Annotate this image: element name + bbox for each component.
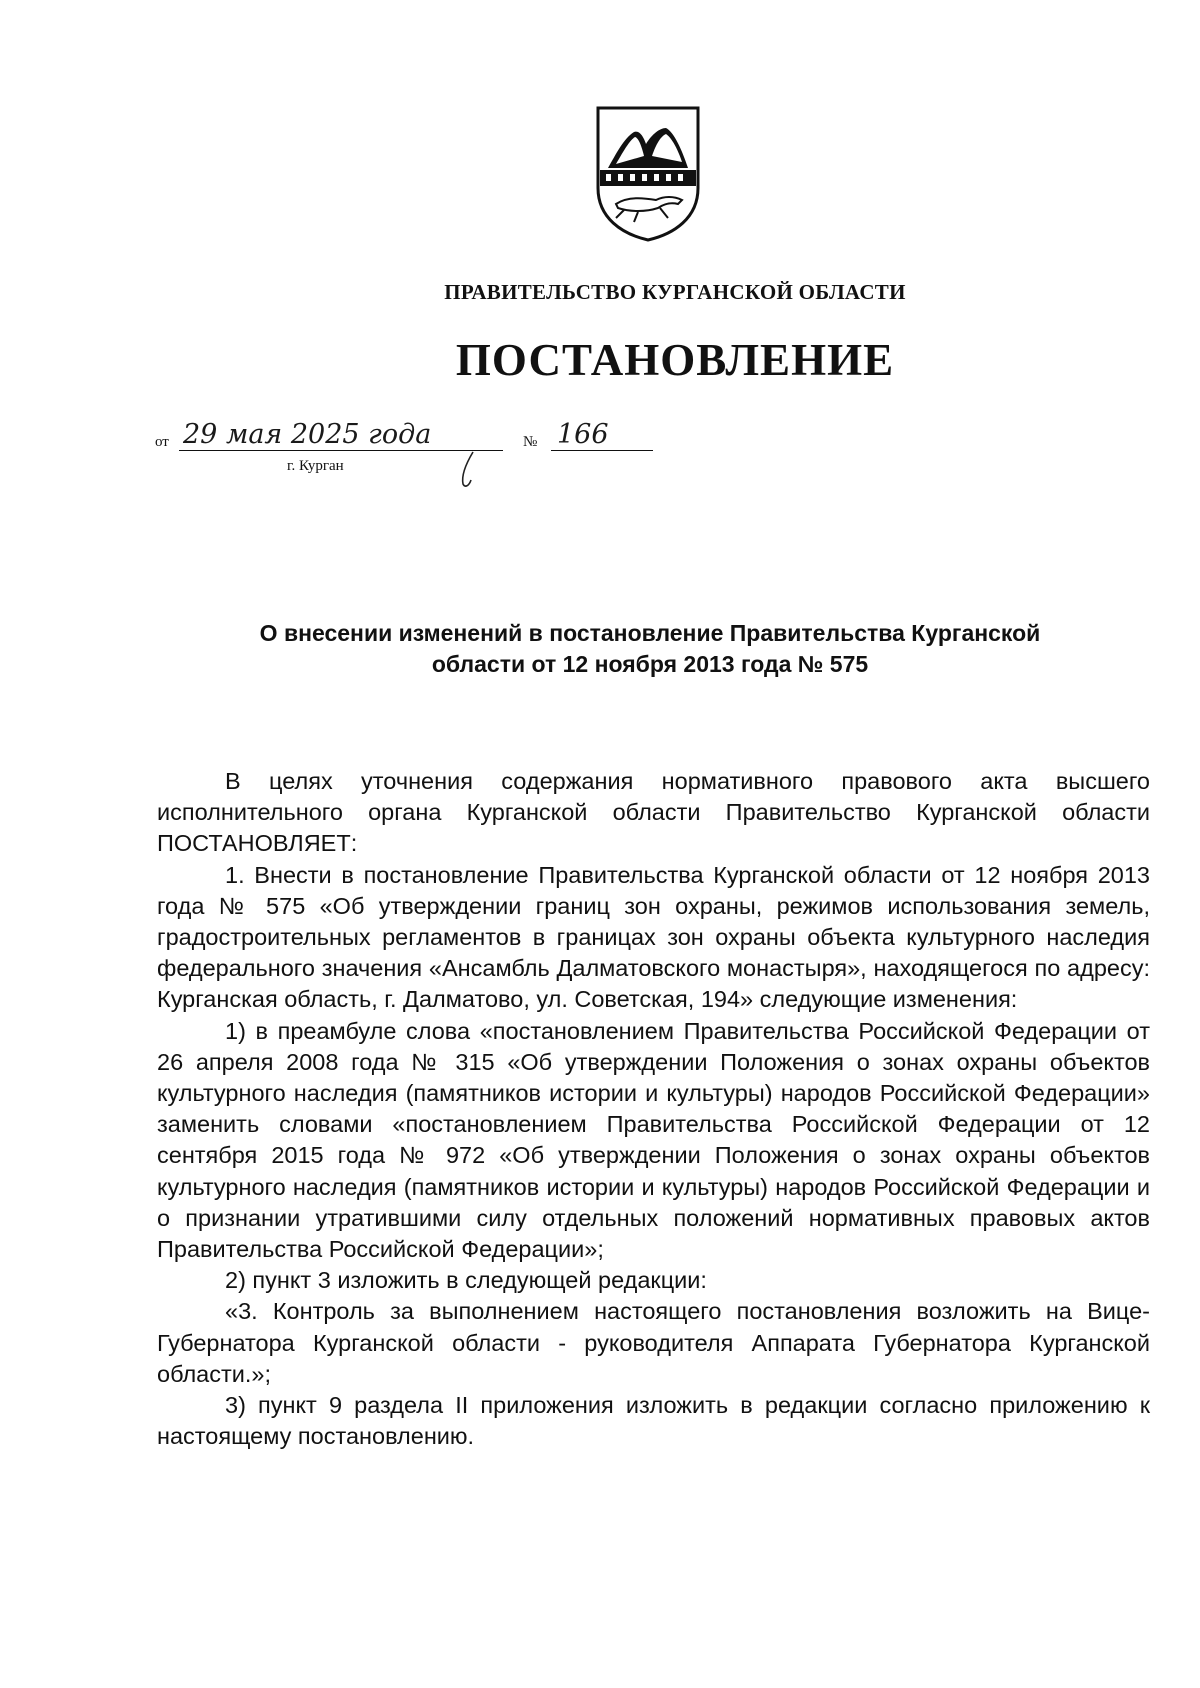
handwritten-number: 166 — [551, 420, 653, 451]
item-1-2-text-paragraph: «3. Контроль за выполнением настоящего постановления возложить на Вице-Губернатора Курганской области - руководителя Аппарата Губернатора Курганской области.»; — [157, 1298, 1150, 1387]
preamble-paragraph: В целях уточнения содержания нормативного правового акта высшего исполнительного органа Курганской области Правительство Курганской области ПОСТАНОВЛЯЕТ: — [157, 768, 1150, 857]
from-label: от — [155, 434, 169, 450]
number-label: № — [523, 434, 538, 450]
document-subject — [200, 618, 1100, 680]
city-label: г. Курган — [287, 458, 344, 474]
organization-name: ПРАВИТЕЛЬСТВО КУРГАНСКОЙ ОБЛАСТИ — [444, 280, 906, 304]
coat-of-arms-icon — [594, 104, 702, 242]
subject-line-2: области от 12 ноября 2013 года № 575 — [431, 651, 869, 677]
item-1-paragraph: 1. Внести в постановление Правительства Курганской области от 12 ноября 2013 года № 575 «Об утверждении границ зон охраны, режимов использования земель, градостроительных регламентов в границах зон охраны объекта культурного наследия федерального значения «Ансамбль Далматовского монастыря», находящегося по адресу: Курганская область, г. Далматово, ул. Советская, 194» следующие изменения: — [157, 861, 1150, 1013]
subject-line-1: О внесении изменений в постановление Правительства Курганской — [259, 620, 1041, 646]
document-type-title: ПОСТАНОВЛЕНИЕ — [455, 335, 895, 385]
document-body — [157, 766, 1150, 1452]
date-number-block — [155, 420, 675, 490]
handwritten-date: 29 мая 2025 года — [179, 420, 503, 451]
item-1-3-paragraph: 3) пункт 9 раздела II приложения изложить в редакции согласно приложению к настоящему постановлению. — [157, 1392, 1150, 1450]
item-1-2-paragraph: 2) пункт 3 изложить в следующей редакции: — [225, 1267, 707, 1294]
item-1-1-paragraph: 1) в преамбуле слова «постановлением Правительства Российской Федерации от 26 апреля 2008 года № 315 «Об утверждении Положения о зонах охраны объектов культурного наследия (памятников истории и культуры) народов Российской Федерации» заменить словами «постановлением Правительства Российской Федерации от 12 сентября 2015 года № 972 «Об утверждении Положения о зонах охраны объектов культурного наследия (памятников истории и культуры) народов Российской Федерации и о признании утратившими силу отдельных положений нормативных правовых актов Правительства Российской Федерации»; — [157, 1017, 1150, 1263]
handwriting-stroke-icon — [453, 450, 483, 490]
